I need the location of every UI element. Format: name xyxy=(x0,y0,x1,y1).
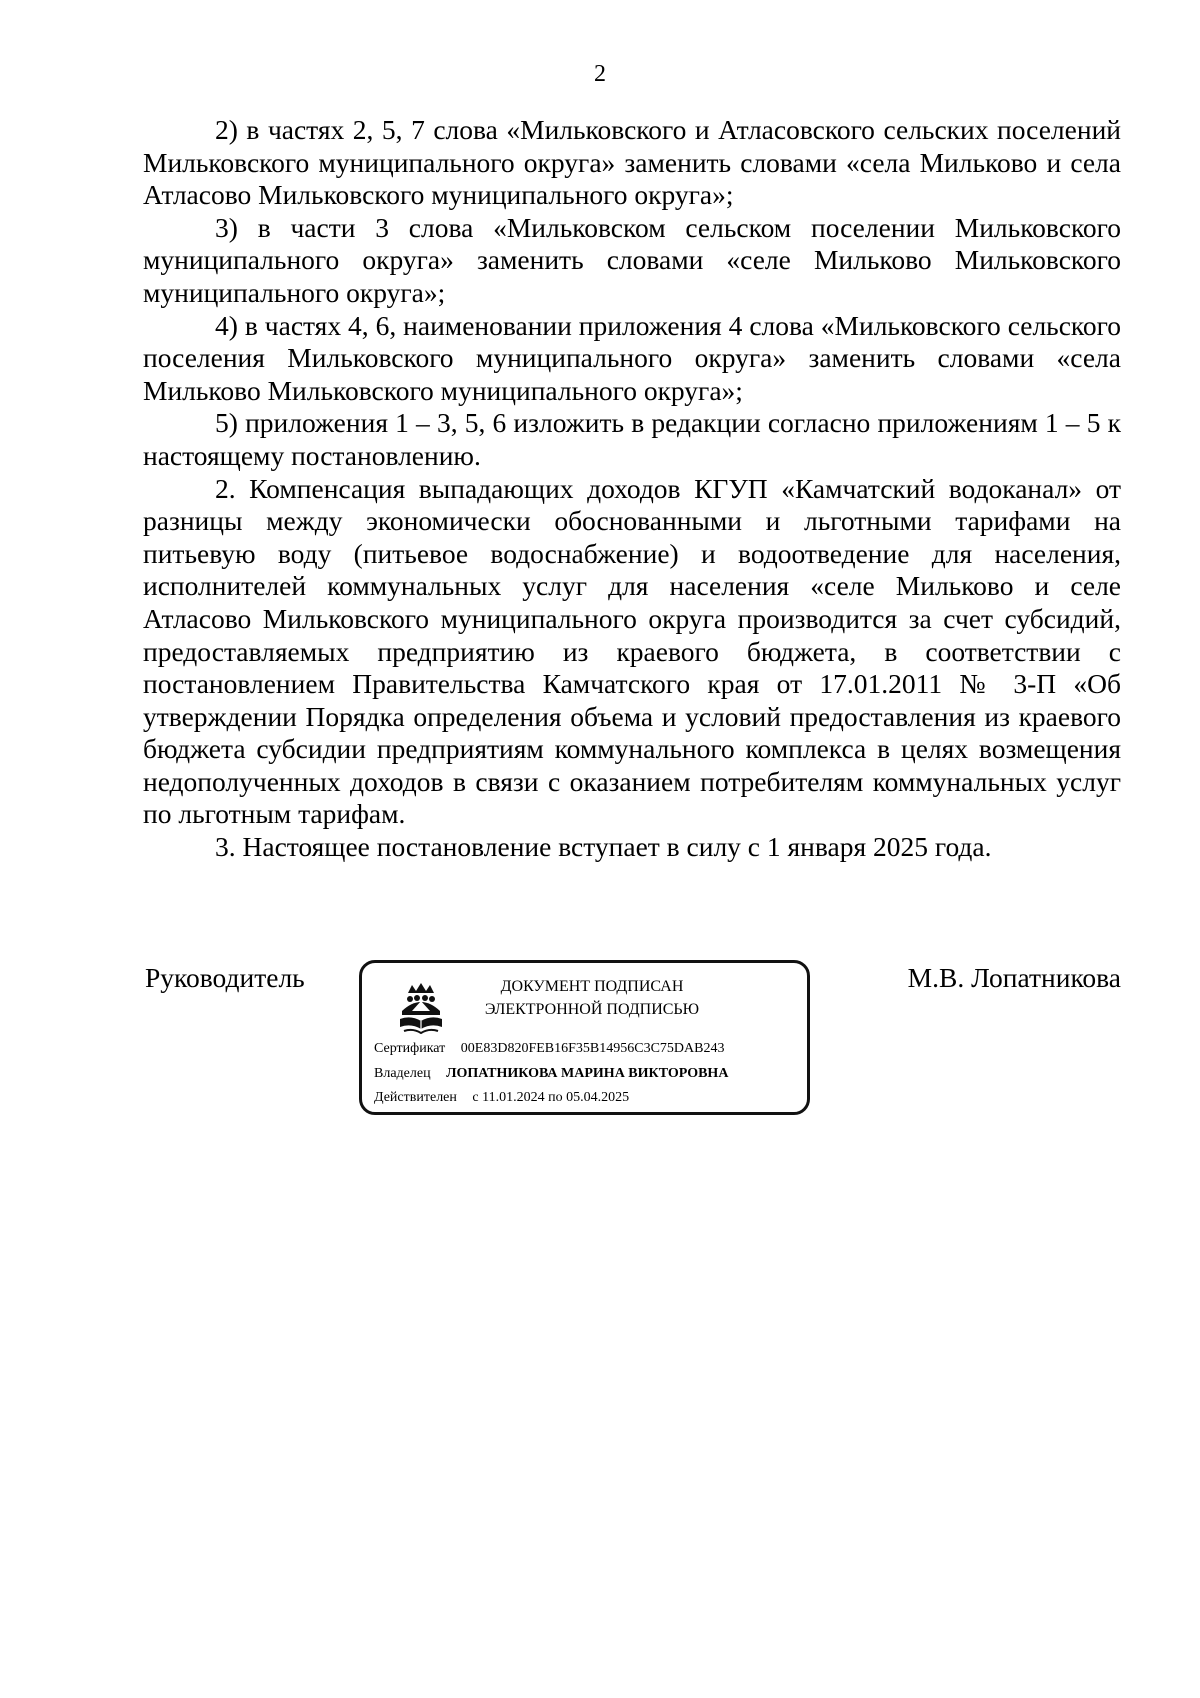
owner-value: ЛОПАТНИКОВА МАРИНА ВИКТОРОВНА xyxy=(446,1066,729,1081)
electronic-signature-stamp xyxy=(359,960,810,1115)
certificate-value: 00E83D820FEB16F35B14956C3C75DAB243 xyxy=(460,1041,725,1056)
coat-of-arms-icon xyxy=(396,979,446,1037)
stamp-certificate-row xyxy=(374,1040,724,1058)
paragraph-clause-2: 2. Компенсация выпадающих доходов КГУП «Камчатский водоканал» от разницы между экономически обоснованными и льготными тарифами на питьевую воду (питьевое водоснабжение) и водоотведение для населения, исполнителей коммунальных услуг для населения «селе Мильково и селе Атласово Мильковского муниципального округа производится за счет субсидий, предоставляемых предприятию из краевого бюджета, в соответствии с постановлением Правительства Камчатского края от 17.01.2011 № 3-П «Об утверждении Порядка определения объема и условий предоставления из краевого бюджета субсидии предприятиям коммунального комплекса в целях возмещения недополученных доходов в связи с оказанием потребителям коммунальных услуг по льготным тарифам. xyxy=(143,472,1121,830)
page-number: 2 xyxy=(594,61,606,87)
signatory-name: М.В. Лопатникова xyxy=(907,962,1121,993)
validity-value: с 11.01.2024 по 05.04.2025 xyxy=(472,1090,630,1105)
document-body xyxy=(143,114,1121,864)
stamp-title xyxy=(442,975,742,1021)
owner-label: Владелец xyxy=(374,1066,431,1081)
paragraph-item-5: 5) приложения 1 – 3, 5, 6 изложить в редакции согласно приложениям 1 – 5 к настоящему постановлению. xyxy=(143,407,1121,471)
certificate-label: Сертификат xyxy=(374,1041,446,1056)
stamp-title-line-2: ЭЛЕКТРОННОЙ ПОДПИСЬЮ xyxy=(484,1001,700,1018)
stamp-owner-row xyxy=(374,1065,728,1083)
paragraph-item-3: 3) в части 3 слова «Мильковском сельском поселении Мильковского муниципального округа» заменить словами «селе Мильково Мильковского муниципального округа»; xyxy=(143,211,1121,308)
paragraph-item-4: 4) в частях 4, 6, наименовании приложения 4 слова «Мильковского сельского поселения Мильковского муниципального округа» заменить словами «села Мильково Мильковского муниципального округа»; xyxy=(143,309,1121,406)
signatory-position: Руководитель xyxy=(145,962,305,993)
paragraph-clause-3: 3. Настоящее постановление вступает в силу с 1 января 2025 года. xyxy=(215,831,992,863)
stamp-validity-row xyxy=(374,1089,629,1107)
stamp-title-line-1: ДОКУМЕНТ ПОДПИСАН xyxy=(500,978,684,995)
paragraph-item-2: 2) в частях 2, 5, 7 слова «Мильковского и Атласовского сельских поселений Мильковского муниципального округа» заменить словами «села Мильково и села Атласово Мильковского муниципального округа»; xyxy=(143,114,1121,211)
validity-label: Действителен xyxy=(374,1090,457,1105)
